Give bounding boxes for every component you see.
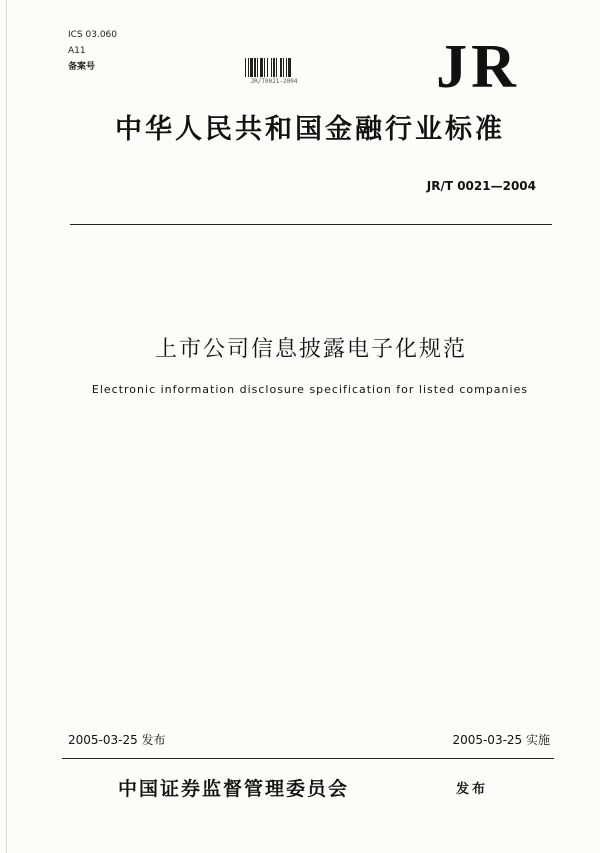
record-number-label: 备案号 (68, 62, 96, 72)
document-title-en: Electronic information disclosure specification for listed companies (91, 383, 529, 396)
barcode (244, 58, 304, 88)
barcode-bar (267, 58, 268, 77)
jr-logo: JR (436, 33, 520, 101)
top-divider (70, 224, 552, 225)
barcode-text: JR/T0021-2004 (250, 78, 298, 85)
barcode-bar (248, 58, 249, 77)
barcode-bar (273, 58, 275, 77)
barcode-bar (264, 58, 265, 77)
barcode-graphic (244, 58, 304, 77)
barcode-bar (286, 58, 287, 77)
ics-code: ICS 03.060 (68, 30, 118, 40)
barcode-bar (250, 58, 253, 77)
barcode-bar (280, 58, 282, 77)
barcode-bar (257, 58, 258, 77)
implement-date: 2005-03-25 实施 (452, 733, 550, 747)
standard-category-title: 中华人民共和国金融行业标准 (115, 114, 505, 145)
barcode-bar (288, 58, 291, 77)
document-title-cn: 上市公司信息披露电子化规范 (154, 337, 467, 362)
bottom-divider (62, 758, 554, 759)
issuer-action: 发布 (456, 782, 489, 797)
standard-number: JR/T 0021—2004 (426, 179, 536, 193)
barcode-bar (254, 58, 256, 77)
issuer-name: 中国证券监督管理委员会 (118, 778, 350, 800)
barcode-bar (245, 58, 246, 77)
barcode-bar (276, 58, 277, 77)
issue-date: 2005-03-25 发布 (68, 733, 166, 747)
barcode-bar (260, 58, 263, 77)
barcode-bar (271, 58, 272, 77)
barcode-bar (283, 58, 284, 77)
classification-code: A11 (68, 46, 86, 56)
scan-edge-line (6, 0, 7, 853)
